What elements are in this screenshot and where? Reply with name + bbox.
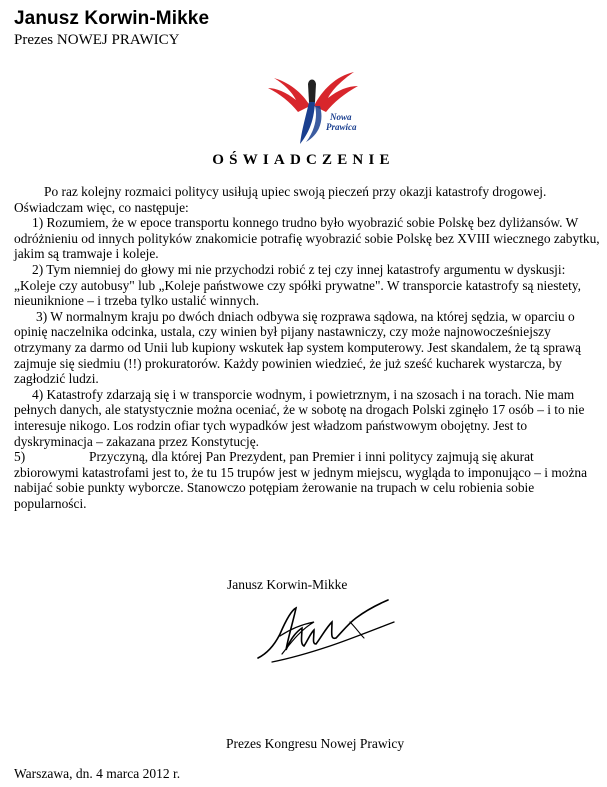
document-heading: OŚWIADCZENIE	[212, 152, 395, 168]
document-body	[14, 184, 600, 511]
place-date: Warszawa, dn. 4 marca 2012 r.	[14, 766, 181, 781]
signatory-name: Janusz Korwin-Mikke	[227, 577, 348, 592]
point-paragraph-3: 3) W normalnym kraju po dwóch dniach odbywa się rozprawa sądowa, na której sędzia, w oparciu o opinię naczelnika odcinka, ustala, czy winien był pijany nastawniczy, czy może najnowocześniejszy otrzymany za darmo od Unii lub kupiony wskutek łap system komputerowy. Jest skandalem, że tą sprawą zajmuje się siedmiu (!!) prokuratorów. Każdy powinien wiedzieć, że już sześć kucharek wystarcza, by zagłodzić ludzi.	[14, 308, 581, 387]
logo-text-line2: Prawica	[326, 122, 357, 132]
point-paragraph-2: 2) Tym niemniej do głowy mi nie przychodzi robić z tej czy innej katastrofy argumentu w dyskusji: „Koleje czy autobusy" lub „Koleje państwowe czy spółki prywatne". W transporcie katastrofy są niestety, nieuniknione – i trzeba tylko ustalić winnych.	[14, 261, 581, 309]
eagle-logo-icon	[262, 62, 362, 150]
signatory-title: Prezes Kongresu Nowej Prawicy	[226, 736, 405, 751]
author-role: Prezes NOWEJ PRAWICY	[14, 32, 180, 48]
point-text-5: Przyczyną, dla której Pan Prezydent, pan Premier i inni politycy zajmują się akurat zbiorowymi katastrofami jest to, że tu 15 trupów jest w jednym miejscu, wygląda to imponująco – i można nabijać sobie punkty wyborcze. Stanowczo potępiam żerowanie na trupach w celu robienia sobie popularności.	[14, 449, 588, 511]
point-paragraph-5	[14, 449, 600, 511]
point-number-5: 5)	[14, 449, 26, 465]
handwritten-signature-icon	[252, 588, 402, 666]
author-name: Janusz Korwin-Mikke	[14, 8, 210, 29]
intro-paragraph: Po raz kolejny rozmaici politycy usiłują upiec swoją pieczeń przy okazji katastrofy drogowej. Oświadczam więc, co następuje:	[14, 184, 547, 215]
point-paragraph-4: 4) Katastrofy zdarzają się i w transporcie wodnym, i powietrznym, i na szosach i na torach. Nie mam pełnych danych, ale statystycznie można oceniać, że w sobotę na drogach Polski zginęło 17 osób – i to nie interesuje nikogo. Los rodzin ofiar tych wypadków jest władzom państwowym obojętny. Jest to dyskryminacja – zakazana przez Konstytucję.	[14, 386, 585, 449]
point-paragraph-1: 1) Rozumiem, że w epoce transportu konnego trudno było wyobrazić sobie Polskę bez dyliżansów. W odróżnieniu od innych polityków znakomicie potrafię wyobrazić sobie Polskę bez XVIII wiecznego zabytku, jakim są tramwaje i koleje.	[14, 215, 600, 262]
logo-text-line1: Nowa	[330, 112, 352, 122]
